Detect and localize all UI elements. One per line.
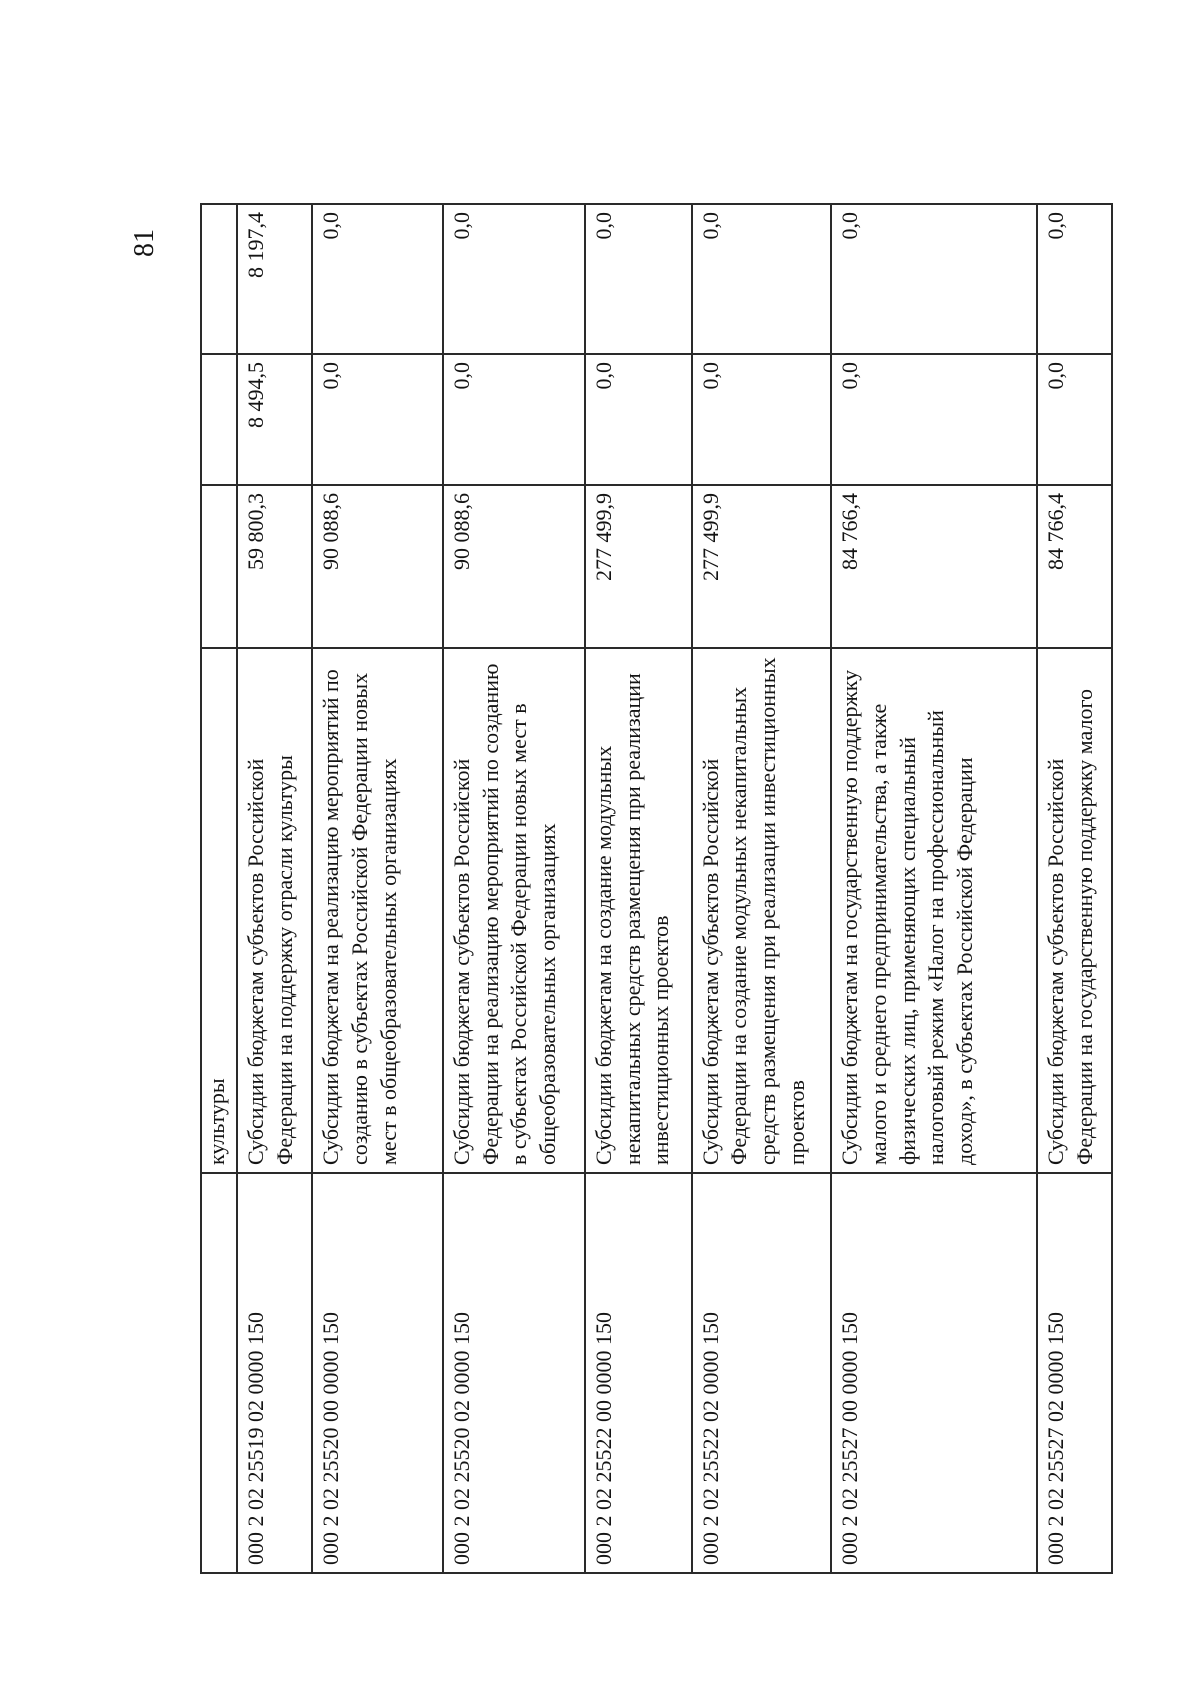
description-cell: Субсидии бюджетам на создание модульных некапитальных средств размещения при реализации инвестиционных проектов (585, 648, 692, 1173)
code-cell: 000 2 02 25527 02 0000 150 (1037, 1173, 1112, 1573)
amount-cell: 0,0 (585, 354, 692, 485)
description-cell: Субсидии бюджетам субъектов Российской Федерации на создание модульных некапитальных средств размещения при реализации инвестиционных проектов (692, 648, 832, 1173)
description-cell: Субсидии бюджетам на государственную поддержку малого и среднего предпринимательства, а также физических лиц, применяющих специальный налоговый режим «Налог на профессиональный доход», в субъектах Российской Федерации (831, 648, 1036, 1173)
amount-cell: 0,0 (692, 204, 832, 354)
table-row (831, 204, 1036, 1573)
total-cell: 277 499,9 (585, 485, 692, 648)
table-row (312, 204, 443, 1573)
amount-cell (201, 354, 237, 485)
amount-cell: 8 494,5 (237, 354, 312, 485)
code-cell: 000 2 02 25527 00 0000 150 (831, 1173, 1036, 1573)
amount-cell: 0,0 (692, 354, 832, 485)
budget-table (200, 203, 1113, 1574)
description-cell: культуры (201, 648, 237, 1173)
total-cell: 277 499,9 (692, 485, 832, 648)
code-cell: 000 2 02 25520 02 0000 150 (443, 1173, 585, 1573)
total-cell: 59 800,3 (237, 485, 312, 648)
code-cell: 000 2 02 25522 02 0000 150 (692, 1173, 832, 1573)
total-cell: 90 088,6 (312, 485, 443, 648)
page-number: 81 (129, 229, 160, 257)
rotated-table-container (200, 205, 1113, 1574)
table-row (585, 204, 692, 1573)
amount-cell: 0,0 (831, 204, 1036, 354)
amount-cell: 0,0 (443, 354, 585, 485)
description-cell: Субсидии бюджетам субъектов Российской Федерации на государственную поддержку малого (1037, 648, 1112, 1173)
table-row (201, 204, 237, 1573)
description-cell: Субсидии бюджетам субъектов Российской Федерации на поддержку отрасли культуры (237, 648, 312, 1173)
total-cell: 84 766,4 (1037, 485, 1112, 648)
amount-cell: 0,0 (443, 204, 585, 354)
amount-cell: 0,0 (831, 354, 1036, 485)
total-cell (201, 485, 237, 648)
table-row (443, 204, 585, 1573)
total-cell: 84 766,4 (831, 485, 1036, 648)
amount-cell: 0,0 (312, 204, 443, 354)
amount-cell: 0,0 (1037, 204, 1112, 354)
amount-cell: 0,0 (585, 204, 692, 354)
code-cell (201, 1173, 237, 1573)
table-row (237, 204, 312, 1573)
table-row (692, 204, 832, 1573)
amount-cell: 0,0 (1037, 354, 1112, 485)
description-cell: Субсидии бюджетам на реализацию мероприятий по созданию в субъектах Российской Федерации новых мест в общеобразовательных организациях (312, 648, 443, 1173)
description-cell: Субсидии бюджетам субъектов Российской Федерации на реализацию мероприятий по созданию в субъектах Российской Федерации новых мест в общеобразовательных организациях (443, 648, 585, 1173)
amount-cell: 0,0 (312, 354, 443, 485)
amount-cell: 8 197,4 (237, 204, 312, 354)
amount-cell (201, 204, 237, 354)
code-cell: 000 2 02 25520 00 0000 150 (312, 1173, 443, 1573)
total-cell: 90 088,6 (443, 485, 585, 648)
code-cell: 000 2 02 25522 00 0000 150 (585, 1173, 692, 1573)
code-cell: 000 2 02 25519 02 0000 150 (237, 1173, 312, 1573)
table-row (1037, 204, 1112, 1573)
